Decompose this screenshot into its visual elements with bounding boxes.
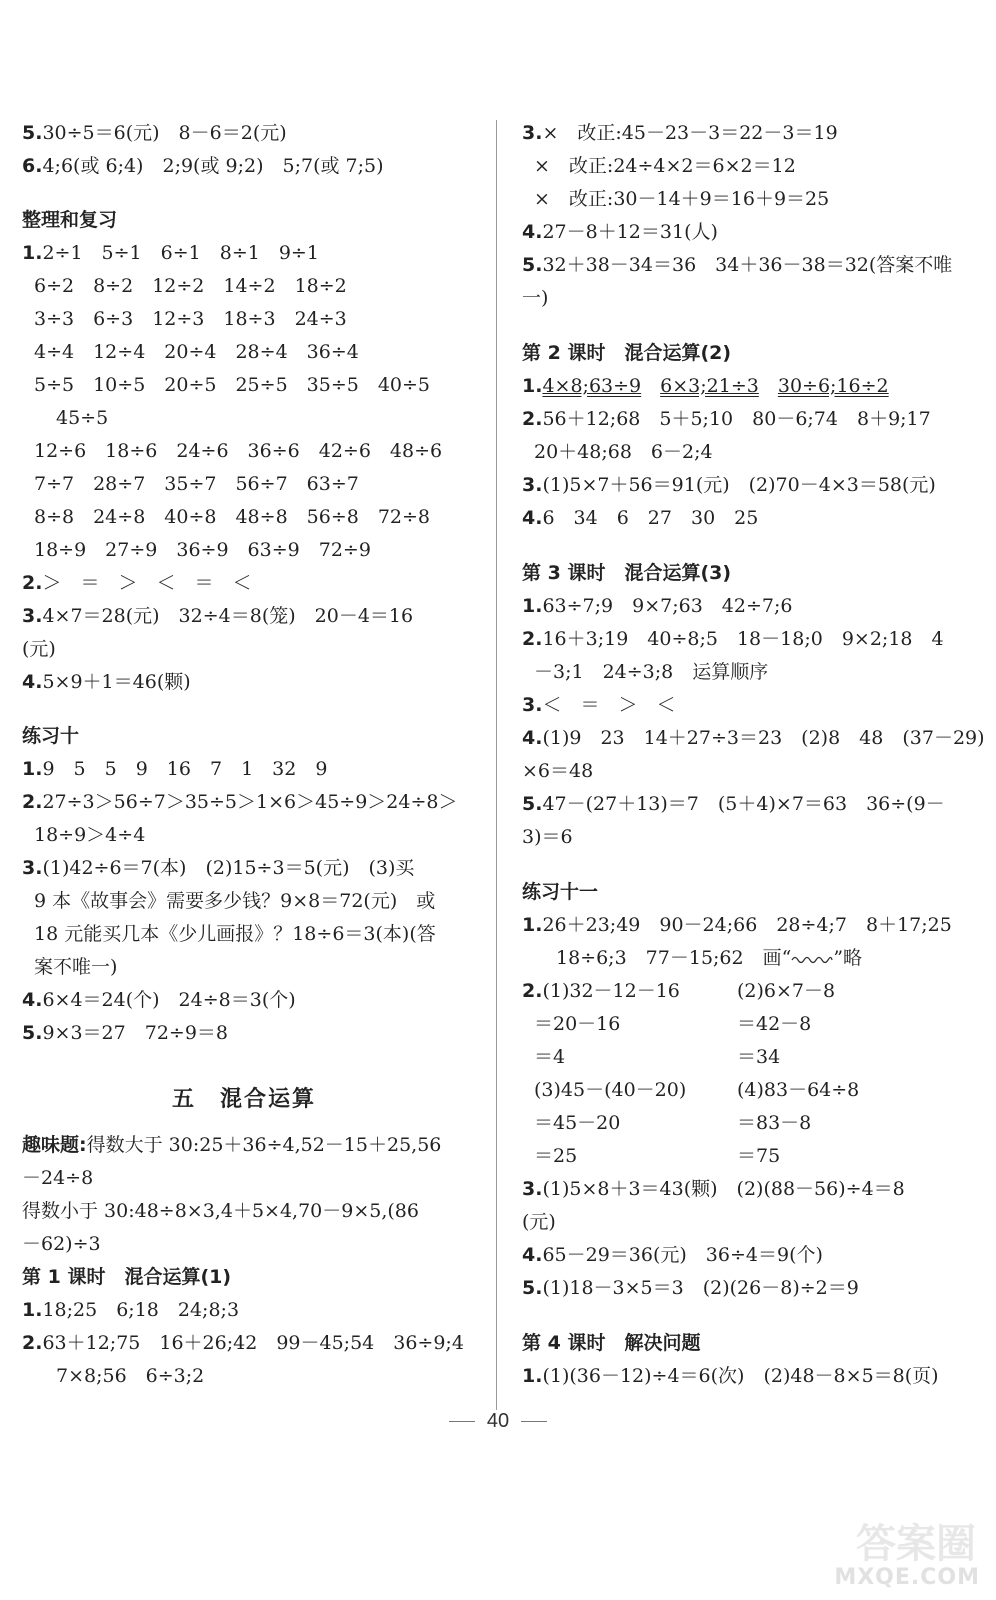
underlined-pair: 6×3;21÷3	[660, 375, 759, 397]
answer-line: 趣味题:得数大于 30:25＋36÷4,52－15＋25,56	[22, 1134, 442, 1156]
footer-dash	[521, 1421, 547, 1422]
answer-line: 2.56＋12;68 5＋5;10 80－6;74 8＋9;17	[522, 408, 931, 430]
answer-line: ＝75	[737, 1145, 781, 1167]
answer-line: 案不唯一)	[34, 956, 118, 978]
answer-line: 4.27－8＋12＝31(人)	[522, 221, 718, 243]
answer-line: 1.(1)(36－12)÷4＝6(次) (2)48－8×5＝8(页)	[522, 1365, 939, 1387]
answer-line: 4÷4 12÷4 20÷4 28÷4 36÷4	[34, 341, 359, 363]
answer-line: 7÷7 28÷7 35÷7 56÷7 63÷7	[34, 473, 359, 495]
answer-line: 5÷5 10÷5 20÷5 25÷5 35÷5 40÷5	[34, 374, 431, 396]
answer-line: 18÷9 27÷9 36÷9 63÷9 72÷9	[34, 539, 371, 561]
answer-line: ×6＝48	[522, 760, 594, 782]
answer-line: 4.(1)9 23 14＋27÷3＝23 (2)8 48 (37－29)	[522, 727, 985, 749]
answer-line: 3.＜ ＝ ＞ ＜	[522, 694, 676, 716]
watermark-url: MXQE.COM	[834, 1565, 980, 1590]
footer-dash	[449, 1421, 475, 1422]
section-heading-exercise-10: 练习十	[22, 725, 80, 747]
answer-line: 4.6×4＝24(个) 24÷8＝3(个)	[22, 989, 296, 1011]
answer-line: (3)45－(40－20)	[534, 1079, 687, 1101]
watermark-logo: 答案圈	[856, 1521, 976, 1567]
answer-line: 18 元能买几本《少儿画报》？18÷6＝3(本)(答	[34, 923, 436, 945]
answer-line: 3.× 改正:45－23－3＝22－3＝19	[522, 122, 838, 144]
answer-line: －3;1 24÷3;8 运算顺序	[534, 661, 769, 683]
section-heading-lesson-1: 第 1 课时 混合运算(1)	[22, 1266, 232, 1288]
answer-line: 2.＞ ＝ ＞ ＜ ＝ ＜	[22, 572, 252, 594]
section-heading-lesson-3: 第 3 课时 混合运算(3)	[522, 562, 732, 584]
watermark	[816, 1512, 986, 1592]
answer-line: 3.4×7＝28(元) 32÷4＝8(笼) 20－4＝16	[22, 605, 414, 627]
answer-line: 4.65－29＝36(元) 36÷4＝9(个)	[522, 1244, 823, 1266]
answer-line: 4.5×9＋1＝46(颗)	[22, 671, 191, 693]
answer-line: 3.(1)5×7＋56＝91(元) (2)70－4×3＝58(元)	[522, 474, 936, 496]
answer-line: 8÷8 24÷8 40÷8 48÷8 56÷8 72÷8	[34, 506, 431, 528]
answer-line: 1.18;25 6;18 24;8;3	[22, 1299, 240, 1321]
section-heading-exercise-11: 练习十一	[522, 881, 599, 903]
answer-line: 6.4;6(或 6;4) 2;9(或 9;2) 5;7(或 7;5)	[22, 155, 384, 177]
answer-line: 5.30÷5＝6(元) 8－6＝2(元)	[22, 122, 287, 144]
answer-line: ＝34	[737, 1046, 781, 1068]
answer-line: ＝4	[534, 1046, 566, 1068]
answer-line: 5.47－(27＋13)＝7 (5＋4)×7＝63 36÷(9－	[522, 793, 945, 815]
section-heading-review: 整理和复习	[22, 209, 118, 231]
section-heading-lesson-2: 第 2 课时 混合运算(2)	[522, 342, 732, 364]
answer-line: × 改正:24÷4×2＝6×2＝12	[534, 155, 796, 177]
answer-line: 6÷2 8÷2 12÷2 14÷2 18÷2	[34, 275, 347, 297]
answer-line: －62)÷3	[22, 1233, 101, 1255]
answer-line: 18÷6;3 77－15;62 画“ ”略	[556, 947, 863, 969]
answer-line: 5.(1)18－3×5＝3 (2)(26－8)÷2＝9	[522, 1277, 859, 1299]
answer-line: 20＋48;68 6－2;4	[534, 441, 713, 463]
answer-line: ＝25	[534, 1145, 578, 1167]
answer-line: 5.32＋38－34＝36 34＋36－38＝32(答案不唯	[522, 254, 953, 276]
answer-line: 3)＝6	[522, 826, 573, 848]
answer-line: 1.26＋23;49 90－24;66 28÷4;7 8＋17;25	[522, 914, 952, 936]
answer-line: 2.16＋3;19 40÷8;5 18－18;0 9×2;18 4	[522, 628, 944, 650]
answer-line: 2.27÷3＞56÷7＞35÷5＞1×6＞45÷9＞24÷8＞	[22, 791, 458, 813]
answer-line: (2)6×7－8	[737, 980, 836, 1002]
answer-line: 3.(1)5×8＋3＝43(颗) (2)(88－56)÷4＝8	[522, 1178, 905, 1200]
column-divider	[496, 120, 497, 1410]
answer-line: 1.2÷1 5÷1 6÷1 8÷1 9÷1	[22, 242, 319, 264]
answer-line: ＝20－16	[534, 1013, 621, 1035]
answer-line: －24÷8	[22, 1167, 94, 1189]
answer-line: 45÷5	[56, 407, 109, 429]
answer-line: 7×8;56 6÷3;2	[56, 1365, 205, 1387]
answer-line: (元)	[522, 1211, 556, 1233]
answer-line: ＝45－20	[534, 1112, 621, 1134]
answer-line: 1.4×8;63÷9 6×3;21÷3 30÷6;16÷2	[522, 375, 889, 397]
underlined-pair: 30÷6;16÷2	[777, 375, 889, 397]
answer-line: 3÷3 6÷3 12÷3 18÷3 24÷3	[34, 308, 347, 330]
answer-line: 1.63÷7;9 9×7;63 42÷7;6	[522, 595, 793, 617]
answer-line: 18÷9＞4÷4	[34, 824, 146, 846]
answer-line: × 改正:30－14＋9＝16＋9＝25	[534, 188, 830, 210]
answer-line: ＝42－8	[737, 1013, 812, 1035]
answer-line: 2.63＋12;75 16＋26;42 99－45;54 36÷9;4	[22, 1332, 464, 1354]
answer-line: 5.9×3＝27 72÷9＝8	[22, 1022, 229, 1044]
section-heading-lesson-4: 第 4 课时 解决问题	[522, 1332, 701, 1354]
answer-line: 3.(1)42÷6＝7(本) (2)15÷3＝5(元) (3)买	[22, 857, 415, 879]
underlined-pair: 4×8;63÷9	[542, 375, 642, 397]
page-footer	[0, 1410, 996, 1433]
answer-line: 一)	[522, 287, 549, 309]
answer-line: (4)83－64÷8	[737, 1079, 860, 1101]
answer-line: 4.6 34 6 27 30 25	[522, 507, 759, 529]
answer-line: 2.(1)32－12－16	[522, 980, 680, 1002]
wavy-line-icon	[791, 952, 833, 966]
answer-line: 得数小于 30:48÷8×3,4＋5×4,70－9×5,(86	[22, 1200, 419, 1222]
chapter-title: 五 混合运算	[172, 1087, 317, 1112]
page-number: 40	[486, 1410, 510, 1432]
answer-line: 9 本《故事会》需要多少钱？9×8＝72(元) 或	[34, 890, 436, 912]
answer-line: (元)	[22, 638, 56, 660]
answer-line: 1.9 5 5 9 16 7 1 32 9	[22, 758, 328, 780]
answer-line: ＝83－8	[737, 1112, 812, 1134]
answer-line: 12÷6 18÷6 24÷6 36÷6 42÷6 48÷6	[34, 440, 443, 462]
